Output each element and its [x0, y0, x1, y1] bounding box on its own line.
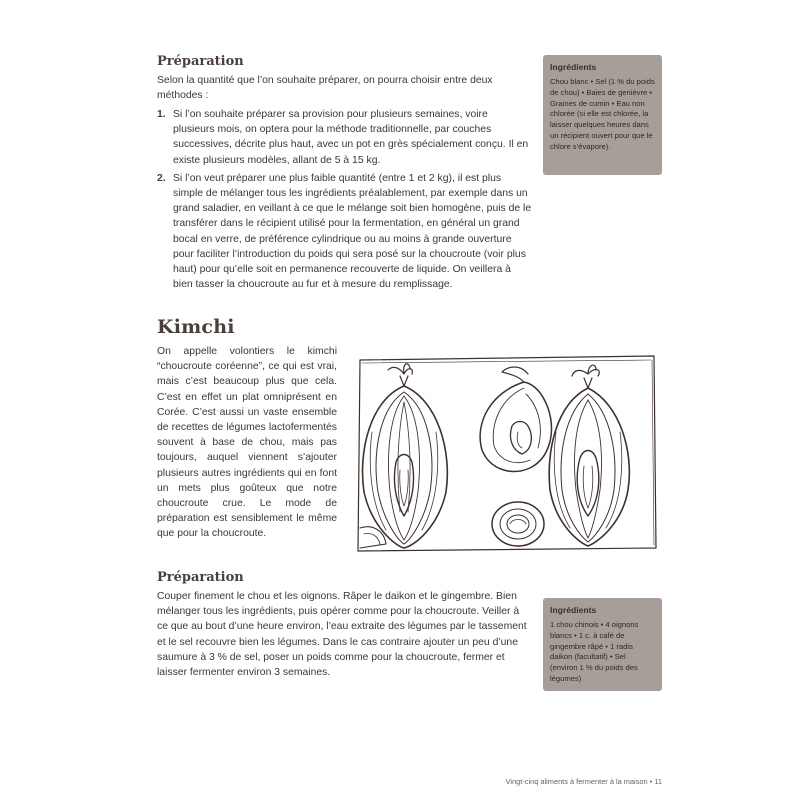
- methods-list: [157, 107, 532, 292]
- onion-middle-bottom: [492, 502, 544, 546]
- section2-heading: Préparation: [157, 570, 244, 585]
- kimchi-description: On appelle volontiers le kimchi “choucroute coréenne”, ce qui est vrai, mais c’est beaucoup plus que cela. C’est en effet un plat omniprésent en Corée. C’est aussi un vaste ensemble de recettes de légumes lactofermentés souvent à base de chou, mais pas toujours, auquel viennent s’ajouter plusieurs autres ingrédients qui en font un mets plus goûteux que notre choucroute crue. Le mode de préparation est sensiblement le même que pour la choucroute.: [157, 346, 337, 540]
- kimchi-heading: Kimchi: [157, 316, 235, 338]
- sidebar-title: Ingrédients: [550, 605, 597, 615]
- method-number: 2.: [157, 172, 166, 184]
- method-item-2: [157, 171, 532, 293]
- sidebar-title: Ingrédients: [550, 62, 597, 72]
- section1-intro: Selon la quantité que l’on souhaite préparer, on pourra choisir entre deux méthodes :: [157, 75, 493, 102]
- page-footer: Vingt-cinq aliments à fermenter à la maison • 11: [505, 777, 662, 786]
- ingredients-sidebar-2: [543, 598, 662, 691]
- onion-right: [549, 365, 629, 546]
- sidebar-text: 1 chou chinois • 4 oignons blancs • 1 c. à café de gingembre râpé • 1 radis daikon (facultatif) • Sel (environ 1 % du poids des légumes): [550, 620, 639, 683]
- ingredients-sidebar-1: [543, 55, 662, 175]
- onion-middle-top: [480, 367, 551, 471]
- section2-text: Couper finement le chou et les oignons. Râper le daikon et le gingembre. Bien mélanger tous les ingrédients, puis opérer comme pour la choucroute. Veiller à ce que au bout d’une heure environ, l’eau extraite des légumes par le tassement et le sel recouvre bien les légumes. Dans le cas contraire ajouter un peu d’une saumure à 3 % de sel, poser un poids comme pour la choucroute, fermer et laisser fermenter environ 3 semaines.: [157, 591, 527, 679]
- method-text: Si l’on souhaite préparer sa provision pour plusieurs semaines, voire plusieurs mois, on optera pour la méthode traditionnelle, par couches successives, décrite plus haut, avec un pot en grès spécialement conçu. Il en existe plusieurs modèles, allant de 5 à 15 kg.: [173, 109, 529, 166]
- method-number: 1.: [157, 109, 166, 120]
- sidebar-text: Chou blanc • Sel (1 % du poids de chou) • Baies de genièvre • Graines de cumin • Eau non chlorée (si elle est chlorée, la laisser quelques heures dans un récipient ouvert pour que le chlore s’évapore).: [550, 77, 655, 151]
- section1-heading: Préparation: [157, 54, 244, 69]
- onions-illustration-icon: [352, 352, 662, 556]
- onion-left: [363, 364, 448, 548]
- method-text: Si l’on veut préparer une plus faible quantité (entre 1 et 2 kg), il est plus simple de mélanger tous les ingrédients préalablement, par exemple dans un grand saladier, en veillant à ce que le mélange soit bien homogène, puis de le transférer dans le récipient utilisé pour la fermentation, en général un grand bocal en verre, de préférence cylindrique ou au moins à grande ouverture pour faciliter l’introduction du poids qui sera posé sur la choucroute (voir plus haut) pour qu’elle soit en permanence recouverte de liquide. On veillera à bien tasser la choucroute au fur et à mesure du remplissage.: [173, 172, 532, 291]
- method-item-1: [157, 107, 532, 168]
